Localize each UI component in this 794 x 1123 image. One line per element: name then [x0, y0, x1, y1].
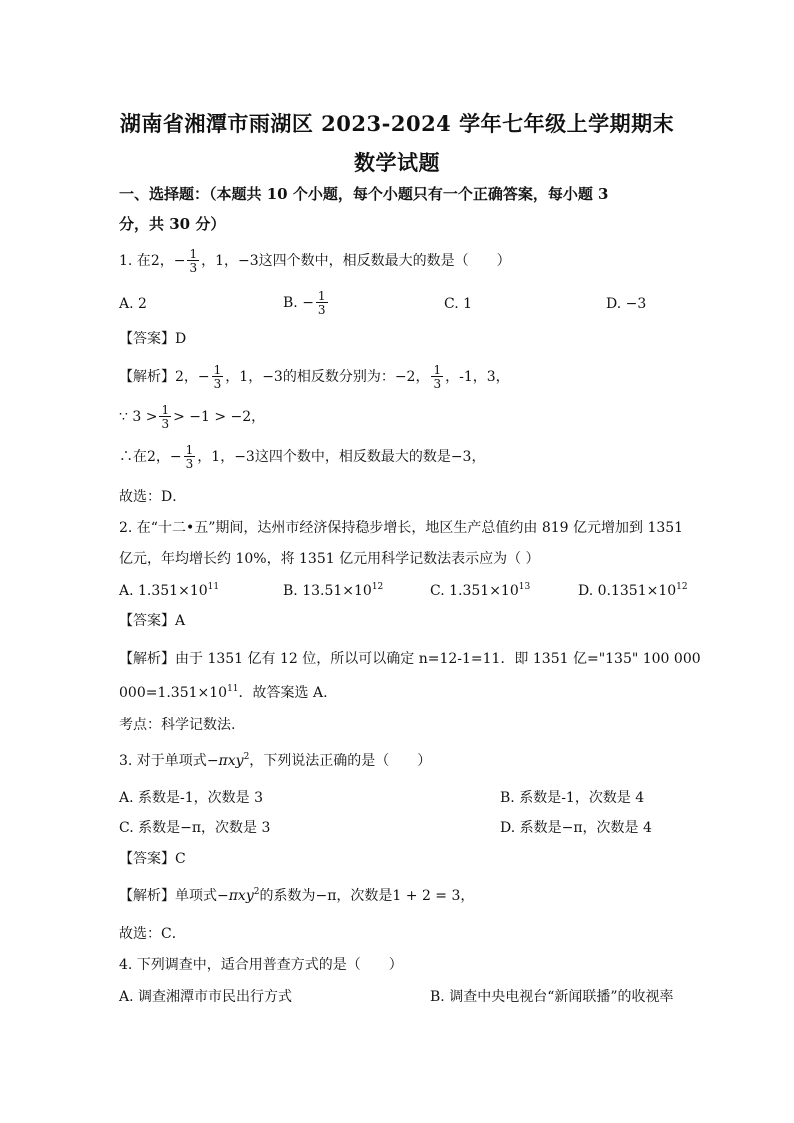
- fraction-numerator: 1: [161, 403, 170, 417]
- q1-option-a: A. 2: [119, 296, 147, 312]
- q2-option-a: [119, 584, 219, 598]
- q2-option-a-exponent: 11: [207, 582, 220, 592]
- q3-explanation-line1: [119, 889, 474, 903]
- q2-option-c: [430, 584, 530, 598]
- section-heading-line1: 一、选择题：（本题共 10 个小题，每个小题只有一个正确答案，每小题 3: [119, 185, 609, 203]
- question-2-stem-line2: 亿元，年均增长约 10%，将 1351 亿元用科学记数法表示应为（ ）: [119, 551, 540, 567]
- fraction-denominator: 3: [189, 261, 198, 275]
- q1-exp-fraction: [159, 404, 171, 430]
- q2-explanation-line2: [119, 686, 328, 700]
- q1-option-c: C. 1: [444, 296, 473, 312]
- q4-option-a: A. 调查湘潭市市民出行方式: [119, 989, 293, 1005]
- q1-exp-fraction: [212, 364, 224, 390]
- question-3-stem: [119, 754, 431, 768]
- question-4-stem: 4. 下列调查中，适合用普查方式的是（ ）: [119, 957, 403, 973]
- q2-option-d: [578, 584, 688, 598]
- q1-option-b-label: B. −: [283, 295, 314, 311]
- fraction-denominator: 3: [185, 457, 194, 471]
- q2-option-c-base: C. 1.351×10: [430, 583, 519, 599]
- q1-answer: 【答案】D: [119, 331, 187, 347]
- q2-option-a-base: A. 1.351×10: [119, 583, 208, 599]
- q1-explanation-line3: [119, 444, 485, 470]
- fraction-denominator: 3: [317, 303, 326, 317]
- q1-exp-part: ，-1，3，: [445, 369, 510, 385]
- q2-option-b-exponent: 12: [371, 582, 384, 592]
- section-heading-line2: 分，共 30 分）: [119, 215, 226, 233]
- q3-exp-part: 【解析】单项式: [119, 888, 217, 904]
- question-2-stem-line1: 2. 在“十二•五”期间，达州市经济保持稳步增长，地区生产总值约由 819 亿元增加到 1351: [119, 520, 684, 536]
- q1-stem-prefix: 1. 在: [119, 253, 151, 269]
- q1-conclusion: 故选：D．: [119, 489, 187, 505]
- q3-exp-monomial: −πxy: [217, 888, 254, 904]
- q2-option-c-exponent: 13: [518, 582, 531, 592]
- q2-option-b-base: B. 13.51×10: [283, 583, 372, 599]
- q3-option-c: C. 系数是−π，次数是 3: [119, 820, 271, 836]
- q3-option-b: B. 系数是-1，次数是 4: [500, 790, 645, 806]
- q2-exp-part: ．故答案选 A.: [238, 685, 328, 701]
- q2-answer: 【答案】A: [119, 613, 186, 629]
- q1-exp-part: > −1 > −2，: [173, 409, 266, 425]
- fraction-numerator: 1: [317, 289, 326, 303]
- q3-stem-suffix: ，下列说法正确的是（ ）: [249, 753, 432, 769]
- q1-exp-fraction: [184, 444, 196, 470]
- fraction-numerator: 1: [185, 443, 194, 457]
- q3-answer: 【答案】C: [119, 851, 186, 867]
- q4-option-b: B. 调查中央电视台“新闻联播”的收视率: [430, 989, 674, 1005]
- question-1-stem: [119, 248, 511, 274]
- q1-numbers: ，1，−3: [201, 253, 259, 269]
- q1-explanation-line2: [119, 404, 265, 430]
- q1-exp-part: ∴在2，−: [119, 449, 182, 465]
- q3-monomial: −πxy: [206, 753, 244, 769]
- fraction-denominator: 3: [161, 417, 170, 431]
- exam-title-line1: 湖南省湘潭市雨湖区 2023-2024 学年七年级上学期期末: [119, 111, 675, 136]
- q1-exp-part: ∵ 3 >: [119, 409, 158, 425]
- q3-conclusion: 故选：C．: [119, 926, 186, 942]
- q1-exp-part: ，1，−3这四个数中，相反数最大的数是−3，: [197, 449, 486, 465]
- q2-option-d-base: D. 0.1351×10: [578, 583, 677, 599]
- q3-exp-part: 的系数为−π，次数是1 + 2 = 3，: [259, 888, 475, 904]
- q3-monomial-exponent: 2: [243, 752, 250, 762]
- q1-option-d: D. −3: [606, 296, 647, 312]
- q2-option-d-exponent: 12: [676, 582, 688, 592]
- q1-fraction: [187, 248, 199, 274]
- fraction-numerator: 1: [189, 247, 198, 261]
- q1-exp-part: ，1，−3的相反数分别为：−2，: [225, 369, 430, 385]
- q2-option-b: [283, 584, 383, 598]
- exam-title-line2: 数学试题: [354, 150, 440, 175]
- q1-separator: ，−: [159, 253, 186, 269]
- q2-knowledge-point: 考点：科学记数法.: [119, 717, 236, 733]
- q2-exp-part: 000=1.351×10: [119, 685, 228, 701]
- q1-exp-fraction: [431, 364, 443, 390]
- fraction-numerator: 1: [213, 363, 222, 377]
- q3-option-d: D. 系数是−π，次数是 4: [500, 820, 652, 836]
- q1-option-b: [283, 290, 330, 316]
- fraction-numerator: 1: [433, 363, 442, 377]
- q3-option-a: A. 系数是-1，次数是 3: [119, 790, 264, 806]
- fraction-denominator: 3: [213, 377, 222, 391]
- q1-explanation-line1: [119, 364, 510, 390]
- q1-stem-suffix: 这四个数中，相反数最大的数是（ ）: [258, 253, 511, 269]
- q2-explanation-line1: 【解析】由于 1351 亿有 12 位，所以可以确定 n=12-1=11．即 1351 亿="135" 100 000: [119, 651, 701, 667]
- q2-exp-exponent: 11: [227, 684, 239, 694]
- q3-stem-prefix: 3. 对于单项式: [119, 753, 207, 769]
- q1-option-b-fraction: [316, 290, 328, 316]
- q1-number-2: 2: [150, 253, 160, 269]
- q3-exp-exponent: 2: [253, 887, 260, 897]
- fraction-denominator: 3: [433, 377, 442, 391]
- q1-exp-part: 【解析】2，−: [119, 369, 210, 385]
